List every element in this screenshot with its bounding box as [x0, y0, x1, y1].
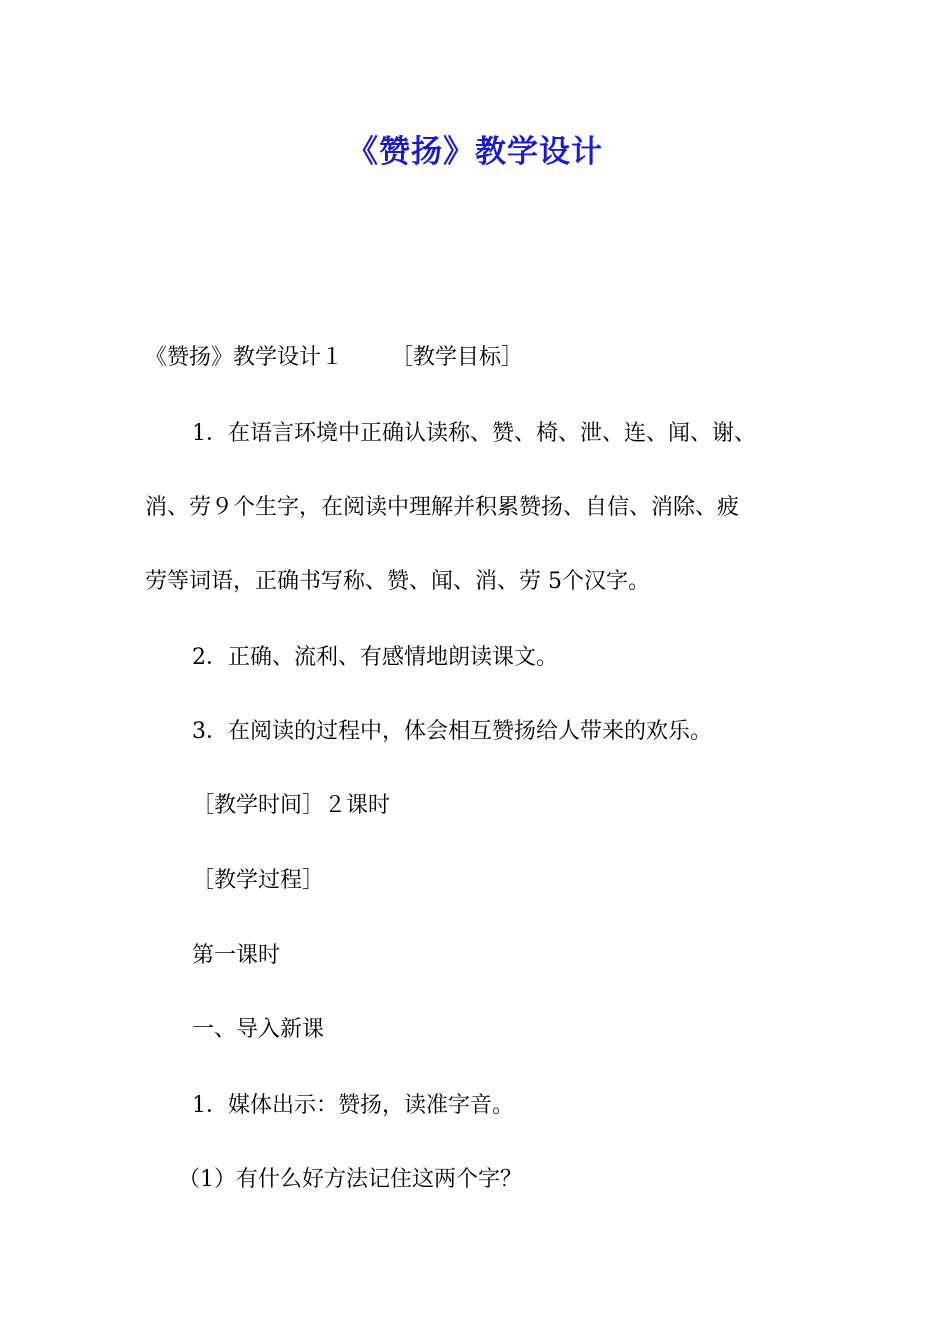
goal-3: 3．在阅读的过程中，体会相互赞扬给人带来的欢乐。 — [192, 719, 712, 744]
document-title: 《赞扬》教学设计 — [347, 134, 603, 170]
teaching-goals-heading: ［教学目标］ — [391, 345, 524, 370]
goal-1-line-2: 消、劳９个生字，在阅读中理解并积累赞扬、自信、消除、疲 — [145, 495, 740, 520]
teaching-process-heading: ［教学过程］ — [192, 868, 325, 893]
section-heading-intro: 一、导入新课 — [192, 1017, 325, 1042]
goal-2: 2．正确、流利、有感情地朗读课文。 — [192, 645, 558, 670]
goal-1-line-3: 劳等词语，正确书写称、赞、闻、消、劳 5个汉字。 — [145, 569, 650, 594]
lesson-heading: 第一课时 — [192, 943, 281, 968]
question-1: （1）有什么好方法记住这两个字？ — [178, 1167, 522, 1192]
teaching-time: ［教学时间］２课时 — [192, 793, 391, 818]
step-1: 1．媒体出示：赞扬，读准字音。 — [192, 1093, 514, 1118]
goal-1-line-1: 1．在语言环境中正确认读称、赞、椅、泄、连、闻、谢、 — [192, 421, 756, 446]
design-label: 《赞扬》教学设计１ — [145, 345, 344, 370]
section-heading — [145, 343, 523, 373]
